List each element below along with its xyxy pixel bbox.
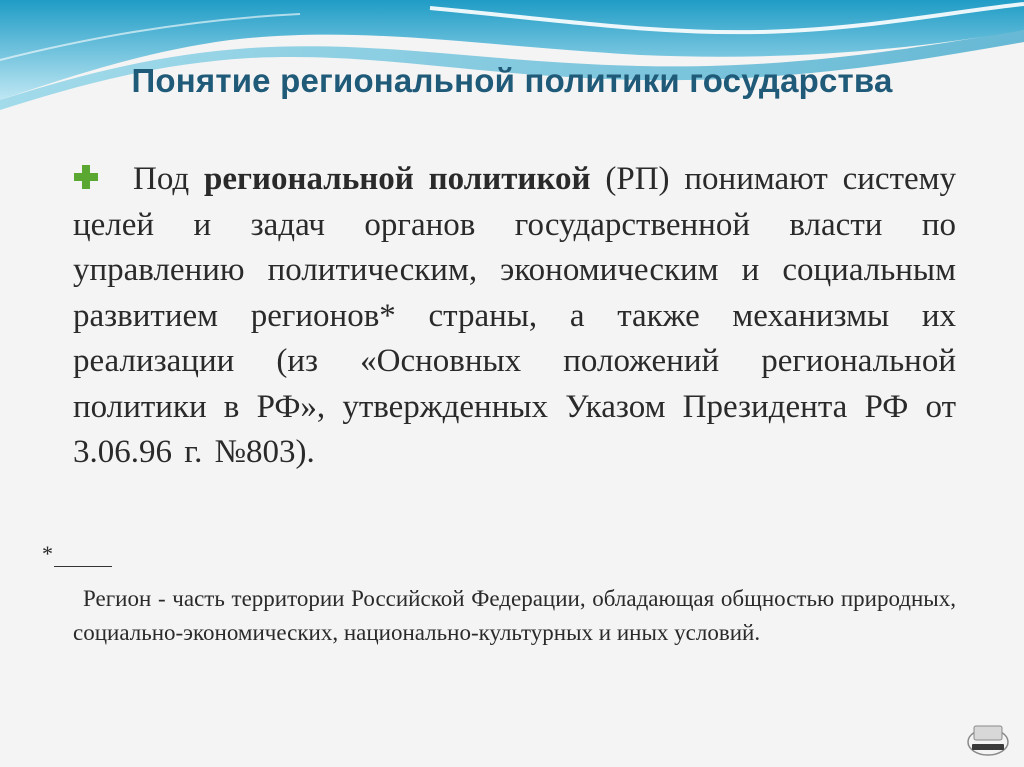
main-definition-text [73,157,956,476]
green-plus-icon [73,157,133,203]
footnote-divider [54,566,112,567]
footnote-region-definition: Регион - часть территории Российской Федерации, обладающая общностью природных, социально-экономических, национально-культурных и иных условий. [73,586,956,645]
intro-word: Под [133,161,190,197]
footnote-mark: * [42,541,53,566]
term-regional-policy: региональной политикой [204,161,591,197]
slide-title: Понятие региональной политики государства [131,62,893,99]
publisher-logo-icon [966,718,1010,758]
definition-body: понимают систему целей и задач органов государственной власти по управлению политическим, экономическим и социальным развитием регионов* страны, а также механизмы их реализации (из «Основных положений региональной политики в РФ», утвержденных Указом Президента РФ от 3.06.96 г. №803). [73,161,957,470]
term-abbreviation: (РП) [605,161,670,197]
